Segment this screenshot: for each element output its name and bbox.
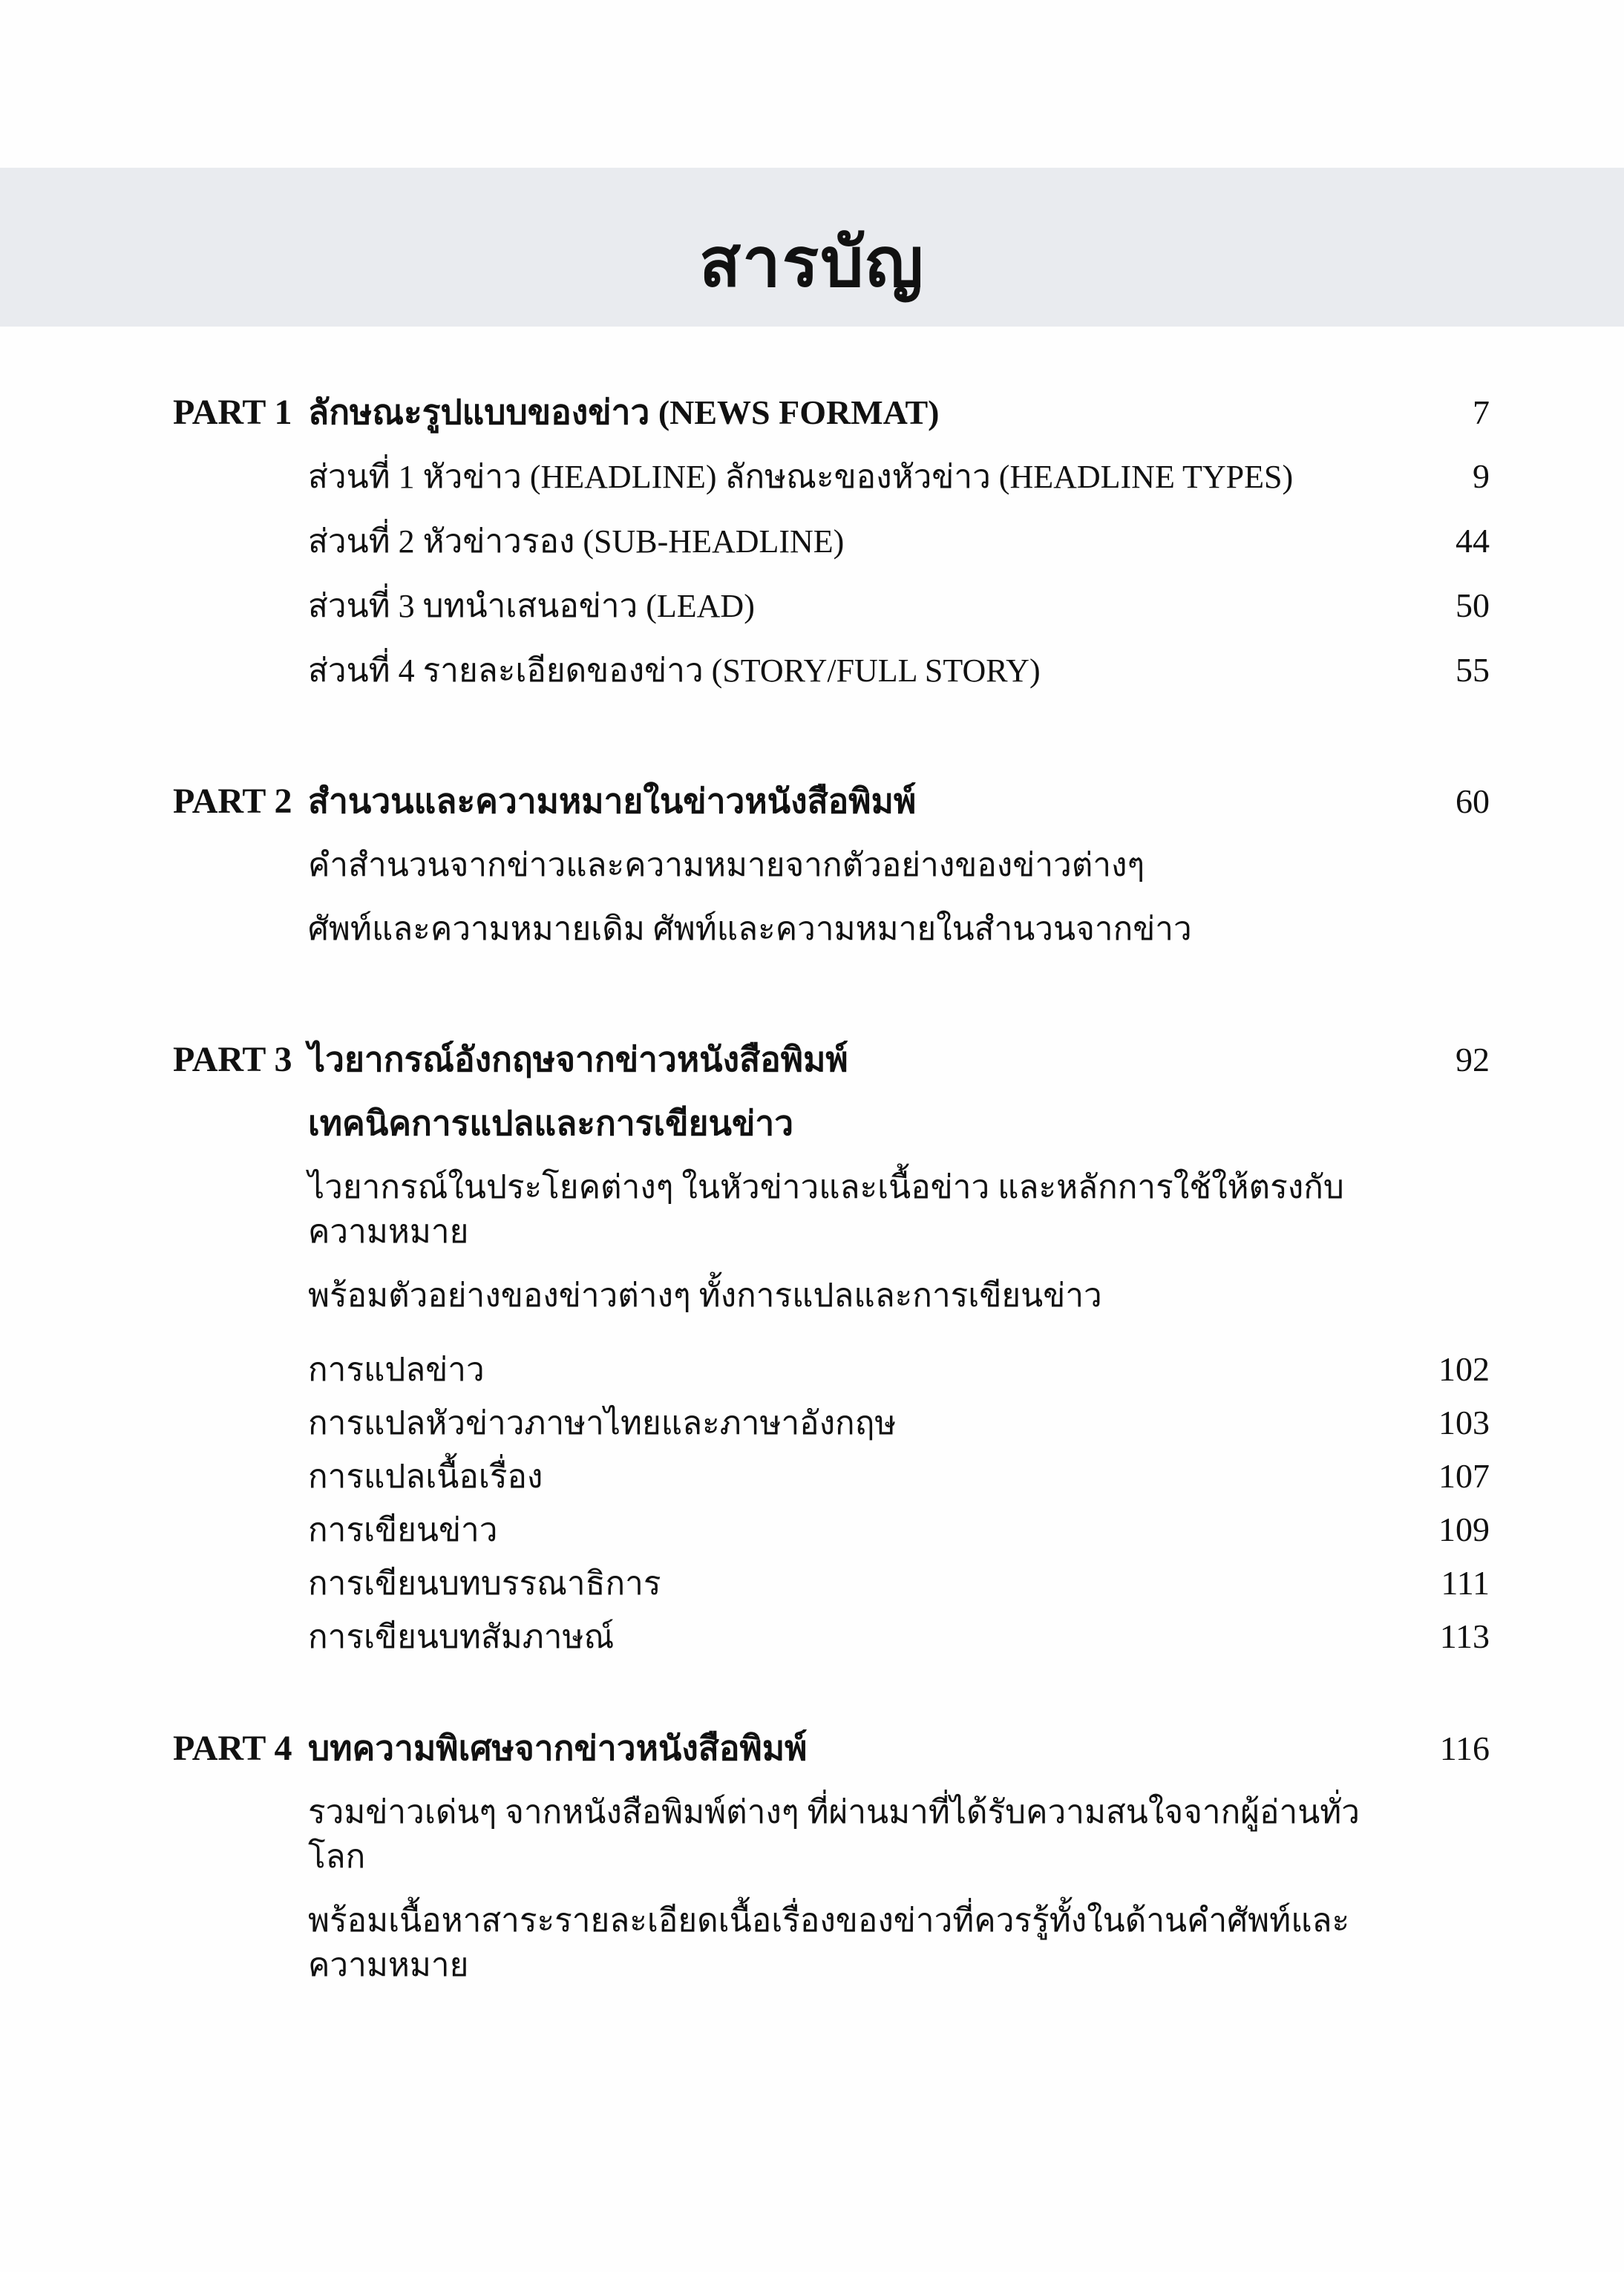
toc-entry-row <box>173 583 1490 629</box>
entry-title: การแปลหัวข่าวภาษาไทยและภาษาอังกฤษ <box>308 1405 897 1441</box>
toc-entry-row <box>173 648 1490 693</box>
entry-title: ส่วนที่ 3 บทนำเสนอข่าว (LEAD) <box>308 588 755 624</box>
toc-entry-row <box>173 1347 1490 1392</box>
entry-page-number: 111 <box>1441 1564 1490 1602</box>
toc-entry-row <box>173 1614 1490 1660</box>
entry-title: การแปลข่าว <box>308 1352 485 1388</box>
toc-entry-row <box>173 1507 1490 1553</box>
part-label: PART 3 <box>173 1040 292 1079</box>
entry-page-number: 102 <box>1438 1350 1490 1388</box>
toc-part-1 <box>173 390 1490 693</box>
part-page-number: 60 <box>1456 782 1490 820</box>
toc-entry-row <box>173 1561 1490 1606</box>
part-header-row <box>173 779 1490 824</box>
part-page-number: 7 <box>1473 393 1490 431</box>
entry-title: ไวยากรณ์ในประโยคต่างๆ ในหัวข่าวและเนื้อข่าว และหลักการใช้ให้ตรงกับความหมาย <box>308 1169 1344 1250</box>
toc-entry-row <box>173 1401 1490 1446</box>
toc-part-2 <box>173 779 1490 952</box>
part-label: PART 2 <box>173 782 292 821</box>
entry-title: ศัพท์และความหมายเดิม ศัพท์และความหมายในสำนวนจากข่าว <box>308 911 1192 947</box>
toc-part-4 <box>173 1726 1490 1988</box>
part-title: บทความพิเศษจากข่าวหนังสือพิมพ์ <box>308 1729 808 1767</box>
part-header-row <box>173 1038 1490 1082</box>
toc-entry-row <box>173 1790 1490 1879</box>
toc-entry-row <box>173 454 1490 500</box>
entry-page-number: 55 <box>1456 651 1490 689</box>
entry-title: พร้อมตัวอย่างของข่าวต่างๆ ทั้งการแปลและการเขียนข่าว <box>308 1277 1102 1314</box>
part-header-row <box>173 1726 1490 1771</box>
entry-title: การแปลเนื้อเรื่อง <box>308 1459 543 1495</box>
entry-title: รวมข่าวเด่นๆ จากหนังสือพิมพ์ต่างๆ ที่ผ่านมาที่ได้รับความสนใจจากผู้อ่านทั่วโลก <box>308 1794 1360 1875</box>
entry-title: คำสำนวนจากข่าวและความหมายจากตัวอย่างของข่าวต่างๆ <box>308 847 1145 883</box>
part-label: PART 1 <box>173 393 292 432</box>
entry-page-number: 44 <box>1456 522 1490 560</box>
toc-entry-row <box>173 519 1490 564</box>
entry-page-number: 107 <box>1438 1457 1490 1495</box>
entry-title: การเขียนบทบรรณาธิการ <box>308 1565 661 1602</box>
entry-title: ส่วนที่ 1 หัวข่าว (HEADLINE) ลักษณะของหัวข่าว (HEADLINE TYPES) <box>308 459 1294 495</box>
part-title: สำนวนและความหมายในข่าวหนังสือพิมพ์ <box>308 782 917 820</box>
toc-entry-row <box>173 1454 1490 1499</box>
entry-page-number: 109 <box>1438 1510 1490 1548</box>
entry-page-number: 113 <box>1439 1617 1490 1655</box>
part-subtitle-row <box>173 1101 1490 1146</box>
entry-title: การเขียนข่าว <box>308 1512 498 1548</box>
toc <box>173 327 1490 1988</box>
entry-title: ส่วนที่ 2 หัวข่าวรอง (SUB-HEADLINE) <box>308 523 845 560</box>
toc-entry-row <box>173 1165 1490 1254</box>
part-subtitle: เทคนิคการแปลและการเขียนข่าว <box>308 1104 794 1142</box>
entry-title: พร้อมเนื้อหาสาระรายละเอียดเนื้อเรื่องของข่าวที่ควรรู้ทั้งในด้านคำศัพท์และความหมาย <box>308 1902 1350 1983</box>
entry-page-number: 9 <box>1473 457 1490 495</box>
page-title: สารบัญ <box>698 225 925 301</box>
part-label: PART 4 <box>173 1729 292 1768</box>
toc-part-3 <box>173 1038 1490 1660</box>
entry-title: ส่วนที่ 4 รายละเอียดของข่าว (STORY/FULL STORY) <box>308 652 1041 689</box>
part-page-number: 92 <box>1456 1041 1490 1078</box>
entry-page-number: 50 <box>1456 586 1490 624</box>
toc-entry-row <box>173 843 1490 888</box>
part-title: ไวยากรณ์อังกฤษจากข่าวหนังสือพิมพ์ <box>308 1041 848 1078</box>
toc-entry-row <box>173 1899 1490 1988</box>
entry-page-number: 103 <box>1438 1404 1490 1441</box>
toc-entry-row <box>173 907 1490 952</box>
title-band <box>0 168 1624 327</box>
part-title: ลักษณะรูปแบบของข่าว (NEWS FORMAT) <box>308 393 940 431</box>
part-header-row <box>173 390 1490 435</box>
toc-entry-row <box>173 1274 1490 1318</box>
part-page-number: 116 <box>1439 1729 1490 1767</box>
entry-title: การเขียนบทสัมภาษณ์ <box>308 1619 615 1655</box>
